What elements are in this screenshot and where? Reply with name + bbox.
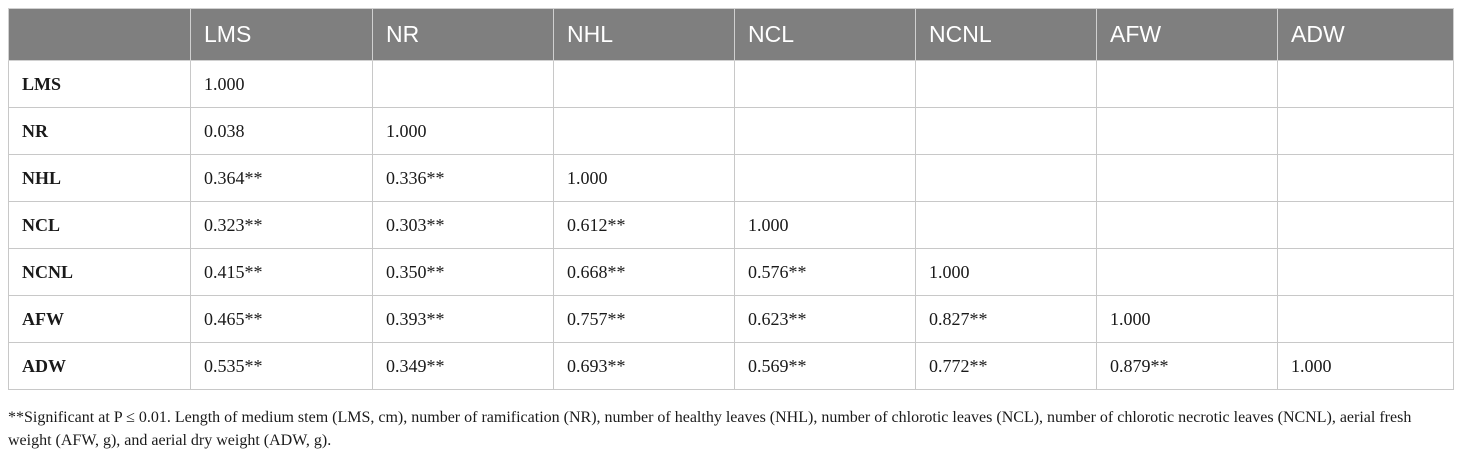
header-cell-ncnl: NCNL bbox=[916, 9, 1097, 61]
row-label: AFW bbox=[9, 296, 191, 343]
table-row bbox=[9, 108, 1454, 155]
table-cell bbox=[554, 61, 735, 108]
table-row bbox=[9, 61, 1454, 108]
table-cell bbox=[1278, 108, 1454, 155]
table-cell bbox=[373, 61, 554, 108]
table-cell bbox=[1278, 296, 1454, 343]
table-cell bbox=[735, 108, 916, 155]
table-cell: 1.000 bbox=[191, 61, 373, 108]
table-cell bbox=[916, 155, 1097, 202]
table-cell bbox=[1278, 202, 1454, 249]
table-cell: 1.000 bbox=[1097, 296, 1278, 343]
table-cell bbox=[1097, 202, 1278, 249]
table-cell: 0.623** bbox=[735, 296, 916, 343]
table-cell: 0.349** bbox=[373, 343, 554, 390]
table-cell bbox=[1278, 155, 1454, 202]
table-cell bbox=[554, 108, 735, 155]
header-cell-corner bbox=[9, 9, 191, 61]
table-row bbox=[9, 249, 1454, 296]
table-cell: 0.827** bbox=[916, 296, 1097, 343]
table-cell bbox=[916, 108, 1097, 155]
table-cell bbox=[735, 155, 916, 202]
table-cell: 0.038 bbox=[191, 108, 373, 155]
header-row bbox=[9, 9, 1454, 61]
table-cell bbox=[1097, 249, 1278, 296]
header-cell-nr: NR bbox=[373, 9, 554, 61]
table-cell: 0.576** bbox=[735, 249, 916, 296]
row-label: ADW bbox=[9, 343, 191, 390]
header-cell-adw: ADW bbox=[1278, 9, 1454, 61]
table-cell: 0.693** bbox=[554, 343, 735, 390]
table-cell: 0.535** bbox=[191, 343, 373, 390]
row-label: LMS bbox=[9, 61, 191, 108]
table-cell: 0.350** bbox=[373, 249, 554, 296]
table-cell bbox=[735, 61, 916, 108]
table-cell: 0.612** bbox=[554, 202, 735, 249]
table-row bbox=[9, 202, 1454, 249]
table-cell bbox=[1278, 249, 1454, 296]
header-cell-nhl: NHL bbox=[554, 9, 735, 61]
table-cell: 1.000 bbox=[916, 249, 1097, 296]
table-cell: 0.757** bbox=[554, 296, 735, 343]
row-label: NCL bbox=[9, 202, 191, 249]
table-row bbox=[9, 155, 1454, 202]
table-cell: 0.772** bbox=[916, 343, 1097, 390]
table-cell: 0.336** bbox=[373, 155, 554, 202]
table-cell: 1.000 bbox=[373, 108, 554, 155]
table-row bbox=[9, 296, 1454, 343]
table-cell bbox=[1097, 108, 1278, 155]
header-cell-ncl: NCL bbox=[735, 9, 916, 61]
table-cell: 0.303** bbox=[373, 202, 554, 249]
table-cell bbox=[916, 61, 1097, 108]
table-cell: 0.668** bbox=[554, 249, 735, 296]
table-cell: 1.000 bbox=[554, 155, 735, 202]
header-cell-lms: LMS bbox=[191, 9, 373, 61]
row-label: NR bbox=[9, 108, 191, 155]
table-footnote: **Significant at P ≤ 0.01. Length of medium stem (LMS, cm), number of ramification (NR), number of healthy leaves (NHL), number of chlorotic leaves (NCL), number of chlorotic necrotic leaves (NCNL), aerial fresh weight (AFW, g), and aerial dry weight (ADW, g). bbox=[8, 409, 1412, 449]
table-cell: 0.569** bbox=[735, 343, 916, 390]
table-cell: 0.415** bbox=[191, 249, 373, 296]
table-cell: 0.364** bbox=[191, 155, 373, 202]
row-label: NHL bbox=[9, 155, 191, 202]
header-cell-afw: AFW bbox=[1097, 9, 1278, 61]
table-cell bbox=[1097, 61, 1278, 108]
table-cell bbox=[1278, 61, 1454, 108]
table-cell: 0.393** bbox=[373, 296, 554, 343]
table-cell bbox=[916, 202, 1097, 249]
correlation-table bbox=[8, 8, 1454, 390]
table-cell: 0.879** bbox=[1097, 343, 1278, 390]
table-cell: 0.465** bbox=[191, 296, 373, 343]
table-cell bbox=[1097, 155, 1278, 202]
correlation-table-container bbox=[8, 8, 1453, 390]
table-cell: 1.000 bbox=[735, 202, 916, 249]
table-cell: 0.323** bbox=[191, 202, 373, 249]
table-cell: 1.000 bbox=[1278, 343, 1454, 390]
table-row bbox=[9, 343, 1454, 390]
row-label: NCNL bbox=[9, 249, 191, 296]
